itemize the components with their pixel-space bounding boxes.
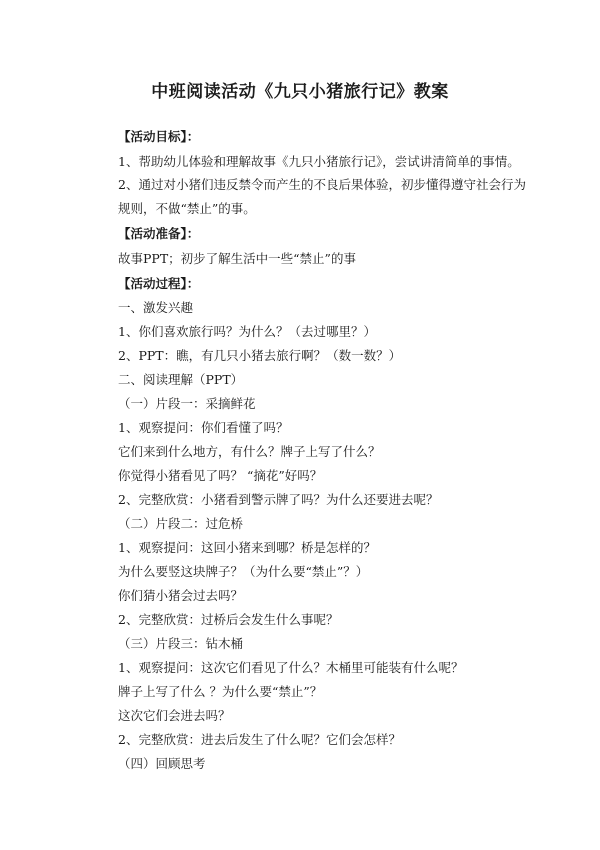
text-line: 1、帮助幼儿体验和理解故事《九只小猪旅行记》，尝试讲清简单的事情。 bbox=[118, 154, 520, 169]
text-line: 2、完整欣赏：过桥后会发生什么事呢？ bbox=[118, 612, 339, 627]
text-line: 2、完整欣赏：小猪看到警示牌了吗？为什么还要进去呢？ bbox=[118, 492, 439, 507]
text-line: 1、观察提问：你们看懂了吗？ bbox=[118, 420, 289, 435]
page-title: 中班阅读活动《九只小猪旅行记》教案 bbox=[151, 82, 449, 102]
text-line: （四）回顾思考 bbox=[118, 756, 206, 771]
text-line: 故事PPT；初步了解生活中一些“禁止”的事 bbox=[118, 251, 356, 266]
text-line: 2、PPT：瞧，有几只小猪去旅行啊？（数一数？） bbox=[118, 348, 402, 363]
section-heading: 【活动目标】： bbox=[118, 129, 200, 144]
text-line: 规则，不做“禁止”的事。 bbox=[118, 201, 256, 216]
section-heading: 【活动过程】： bbox=[118, 276, 200, 291]
text-line: （一）片段一：采摘鲜花 bbox=[118, 396, 256, 411]
section-heading: 【活动准备】： bbox=[118, 226, 200, 241]
text-line: 它们来到什么地方，有什么？牌子上写了什么？ bbox=[118, 444, 381, 459]
text-line: 牌子上写了什么 ？为什么要“禁止”？ bbox=[118, 684, 323, 699]
text-line: 2、完整欣赏：进去后发生了什么呢？它们会怎样？ bbox=[118, 732, 401, 747]
text-line: 二、阅读理解（PPT） bbox=[118, 372, 244, 387]
text-line: 1、观察提问：这回小猪来到哪？桥是怎样的？ bbox=[118, 540, 376, 555]
text-line: 你们猜小猪会过去吗？ bbox=[118, 588, 244, 603]
text-line: （二）片段二：过危桥 bbox=[118, 516, 244, 531]
text-line: 一、激发兴趣 bbox=[118, 300, 194, 315]
text-line: 为什么要竖这块牌子？（为什么要“禁止”？） bbox=[118, 564, 369, 579]
text-line: 2、通过对小猪们违反禁令而产生的不良后果体验，初步懂得遵守社会行为 bbox=[118, 177, 526, 192]
text-line: 1、你们喜欢旅行吗？为什么？（去过哪里？） bbox=[118, 324, 376, 339]
text-line: 你觉得小猪看见了吗？ “摘花”好吗？ bbox=[118, 468, 323, 483]
text-line: 1、观察提问：这次它们看见了什么？木桶里可能装有什么呢？ bbox=[118, 660, 464, 675]
text-line: （三）片段三：钻木桶 bbox=[118, 636, 244, 651]
text-line: 这次它们会进去吗？ bbox=[118, 708, 231, 723]
